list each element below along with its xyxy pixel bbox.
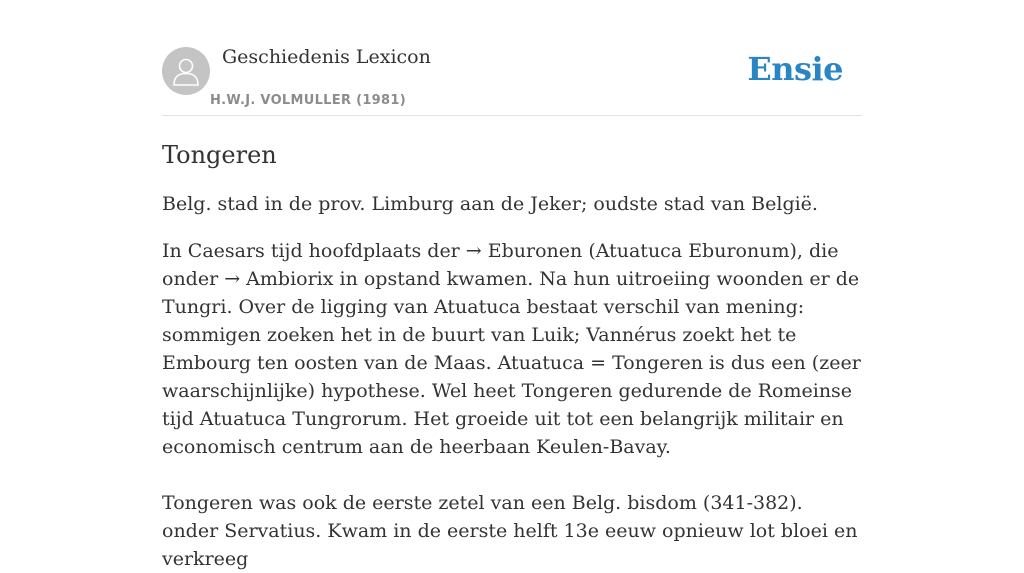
book-author[interactable]: H.W.J. VOLMULLER (1981) — [210, 93, 406, 108]
page — [162, 0, 862, 573]
book-title[interactable]: Geschiedenis Lexicon — [222, 46, 431, 68]
user-icon — [172, 56, 200, 86]
entry-lead: Belg. stad in de prov. Limburg aan de Jeker; oudste stad van België. — [162, 193, 818, 215]
entry-paragraph: Tongeren was ook de eerste zetel van een Belg. bisdom (341-382). onder Servatius. Kwam in de eerste helft 13e eeuw opnieuw lot bloei en verkreeg — [162, 492, 858, 570]
entry-paragraph: In Caesars tijd hoofdplaats der → Eburonen (Atuatuca Eburonum), die onder → Ambiorix in opstand kwamen. Na hun uitroeiing woonden er de Tungri. Over de ligging van Atuatuca bestaat verschil van mening: sommigen zoeken het in de buurt van Luik; Vannérus zoekt het te Embourg ten oosten van de Maas. Atuatuca = Tongeren is dus een (zeer waarschijnlijke) hypothese. Wel heet Tongeren gedurende de Romeinse tijd Atuatuca Tungrorum. Het groeide uit tot een belangrijk militair en economisch centrum aan de heerbaan Keulen-Bavay. — [162, 240, 861, 458]
header — [162, 0, 862, 116]
avatar[interactable] — [162, 47, 210, 95]
ensie-logo[interactable]: Ensie — [747, 50, 843, 88]
entry-title: Tongeren — [162, 141, 277, 169]
